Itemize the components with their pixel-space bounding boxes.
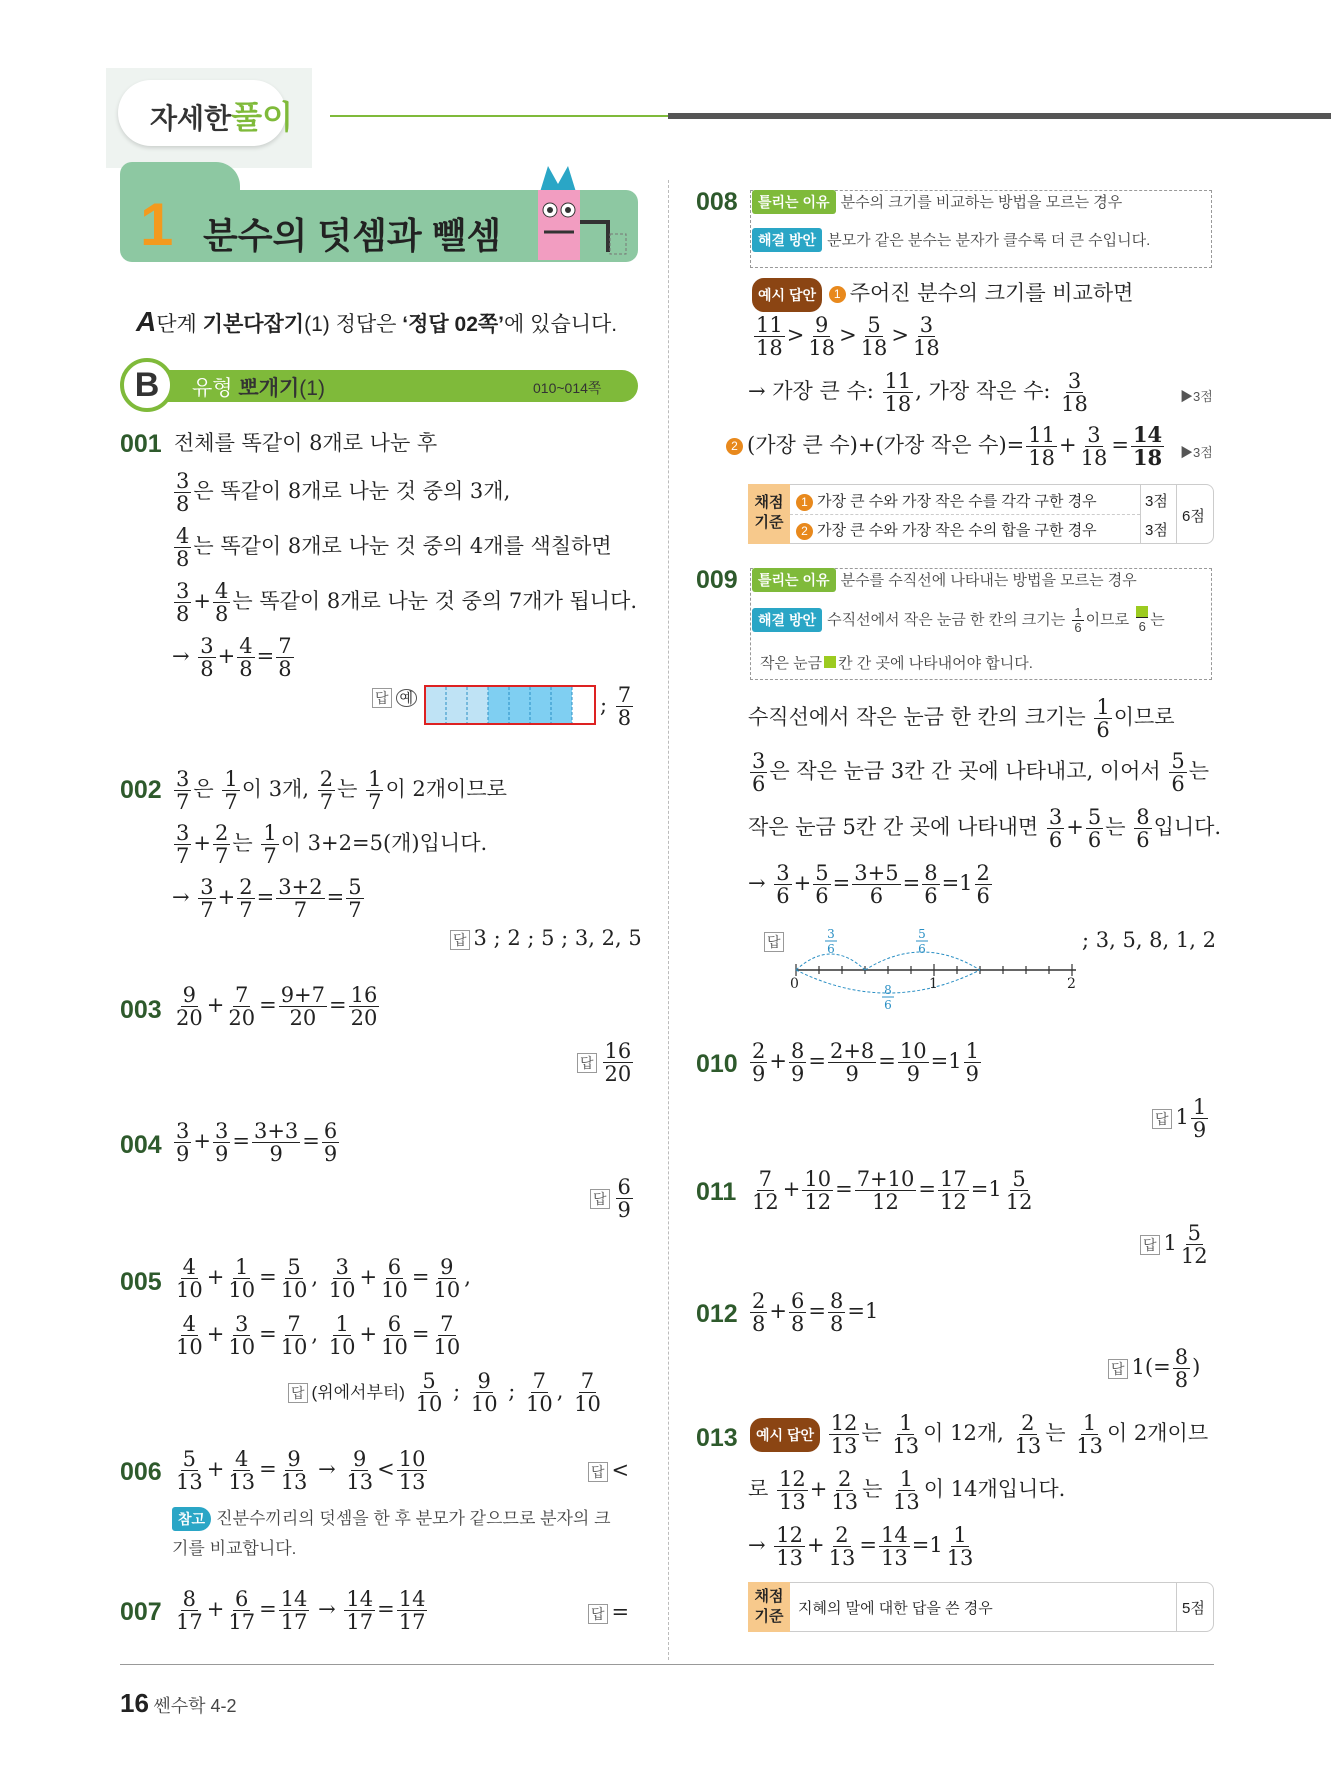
svg-text:8: 8 [884,983,892,997]
footer-rule [120,1664,1214,1665]
p005-eq2: $\frac{4}{10}$ + $\frac{3}{10}$ = $\frac{7}{10}$ , $\frac{1}{10}$ + $\frac{6}{10}$ = $\frac{7}{10}$ [176,1312,461,1360]
p013-line1: 예시 답안 $\frac{12}{13}$ 는 $\frac{1}{13}$ 이 12개, $\frac{2}{13}$ 는 $\frac{1}{13}$ 이 2개이므 [750,1412,1208,1457]
header-rule-dark [668,113,1331,119]
p002-line1: $\frac{3}{7}$ 은 $\frac{1}{7}$ 이 3개, $\frac{2}{7}$ 는 $\frac{1}{7}$ 이 2개이므로 [176,767,507,815]
book-title: 쎈수학 4-2 [153,1696,237,1716]
chapter-ear [120,162,240,202]
p006-eq: $\frac{5}{13}$ + $\frac{4}{13}$ = $\frac{9}{13}$ → $\frac{9}{13}$ < $\frac{10}{13}$ [176,1447,426,1495]
svg-text:6: 6 [884,998,892,1012]
p005-eq1: $\frac{4}{10}$ + $\frac{1}{10}$ = $\frac{5}{10}$ , $\frac{3}{10}$ + $\frac{6}{10}$ = $\frac{9}{10}$ , [176,1255,471,1303]
p013-c1-points: 5점 [1182,1600,1205,1617]
p001-line2: $\frac{3}{8}$ 은 똑같이 8개로 나눈 것 중의 3개, [176,469,511,517]
problem-number: 013 [696,1424,738,1452]
p008-total: 6점 [1182,508,1205,525]
p008-criterion1: 1 가장 큰 수와 가장 작은 수를 각각 구한 경우 [796,490,1097,511]
column-divider [668,180,669,1660]
svg-text:6: 6 [827,942,835,956]
p009-line3: 작은 눈금 5칸 간 곳에 나타내면 $\frac{3}{6}$ + $\frac{5}{6}$ 는 $\frac{8}{6}$ 입니다. [748,805,1222,853]
problem-number: 002 [120,776,162,804]
problem-number: 009 [696,566,738,594]
p001-answer: 답 예 [372,684,417,708]
p006-answer: 답 < [588,1458,629,1482]
p009-number-line [786,926,1086,1012]
p008-points1: ▶3점 [1180,389,1213,404]
p008-criterion2: 2 가장 큰 수와 가장 작은 수의 합을 구한 경우 [796,519,1097,540]
number-line-label: 2 [1067,976,1076,992]
p009-solution: 해결 방안 수직선에서 작은 눈금 한 칸의 크기는 $\frac{1}{6}$ 이므로 6 는 [752,606,1165,634]
p001-line4: $\frac{3}{8}$ + $\frac{4}{8}$ 는 똑같이 8개로 나눈 것 중의 7개가 됩니다. [176,579,638,627]
problem-number: 008 [696,188,738,216]
p002-answer: 답 3 ; 2 ; 5 ; 3, 2, 5 [450,926,642,950]
p001-line3: $\frac{4}{8}$ 는 똑같이 8개로 나눈 것 중의 4개를 색칠하면 [176,524,612,572]
p011-eq: $\frac{7}{12}$ + $\frac{10}{12}$ = $\frac{7+10}{12}$ = $\frac{17}{12}$ =1 $\frac{5}{12}$ [752,1167,1033,1215]
problem-number: 004 [120,1131,162,1159]
p009-solution2: 작은 눈금 칸 간 곳에 나타내어야 합니다. [760,655,1033,672]
number-line-label: 1 [929,976,938,992]
svg-text:3: 3 [827,927,835,941]
step-b-circle: B [120,358,174,412]
svg-text:5: 5 [918,927,926,941]
p009-answer: ; 3, 5, 8, 1, 2 [1082,928,1216,952]
problem-number: 012 [696,1300,738,1328]
p001-bar-diagram [424,685,596,725]
step-a-line: A단계 기본다잡기(1) 정답은 ‘정답 02쪽’에 있습니다. [136,306,618,337]
p006-note: 참고 진분수끼리의 덧셈을 한 후 분모가 같으므로 분자의 크 [172,1504,611,1531]
p008-bigsmall: → 가장 큰 수: $\frac{11}{18}$ , 가장 작은 수: $\frac{3}{18}$ [748,369,1088,417]
criteria-vline [1176,484,1177,544]
p012-eq: $\frac{2}{8}$ + $\frac{6}{8}$ = $\frac{8}{8}$ =1 [752,1289,879,1337]
p008-c2-points: 3점 [1145,522,1168,539]
p009-line2: $\frac{3}{6}$ 은 작은 눈금 3칸 간 곳에 나타내고, 이어서 $\frac{5}{6}$ 는 [752,749,1210,797]
p008-step2: 2 (가장 큰 수)+(가장 작은 수)= $\frac{11}{18}$ + $\frac{3}{18}$ = $\frac{14}{18}$ [726,424,1166,469]
p006-note2: 기를 비교합니다. [172,1539,297,1558]
p002-line2: $\frac{3}{7}$ + $\frac{2}{7}$ 는 $\frac{1}{7}$ 이 3+2=5(개)입니다. [176,821,488,869]
problem-number: 007 [120,1598,162,1626]
step-b-title: 유형 뽀개기(1) [192,377,325,400]
p003-eq: $\frac{9}{20}$ + $\frac{7}{20}$ = $\frac{9+7}{20}$ = $\frac{16}{20}$ [176,983,378,1031]
p001-answer-frac: ; $\frac{7}{8}$ [600,683,632,731]
problem-number: 011 [696,1178,737,1206]
p011-answer: 답 1 $\frac{5}{12}$ [1140,1222,1212,1267]
criteria-divider [790,514,1140,515]
p008-solution: 해결 방안 분모가 같은 분수는 분자가 클수록 더 큰 수입니다. [752,228,1150,252]
criteria-tag: 채점 기준 [748,1582,790,1632]
chapter-title: 분수의 덧셈과 뺄셈 [203,215,502,256]
mascot-icon [528,162,638,267]
problem-number: 010 [696,1050,738,1078]
p013-line2: 로 $\frac{12}{13}$ + $\frac{2}{13}$ 는 $\frac{1}{13}$ 이 14개입니다. [748,1467,1066,1515]
number-line-label: 0 [790,976,799,992]
p008-points2: ▶3점 [1180,445,1213,460]
step-b-range: 010~014쪽 [533,380,602,396]
p004-eq: $\frac{3}{9}$ + $\frac{3}{9}$ = $\frac{3+3}{9}$ = $\frac{6}{9}$ [176,1119,338,1167]
p008-c1-points: 3점 [1145,493,1168,510]
p008-step1: 예시 답안 1 주어진 분수의 크기를 비교하면 [752,278,1133,312]
p009-line1: 수직선에서 작은 눈금 한 칸의 크기는 $\frac{1}{6}$ 이므로 [748,695,1175,743]
p012-answer: 답 1(= $\frac{8}{8}$ ) [1108,1346,1200,1391]
p013-eq: → $\frac{12}{13}$ + $\frac{2}{13}$ = $\frac{14}{13}$ =1 $\frac{1}{13}$ [748,1523,974,1571]
chapter-number: 1 [140,191,174,258]
p001-eq: → $\frac{3}{8}$ + $\frac{4}{8}$ = $\frac{7}{8}$ [172,634,292,682]
p001-line1: 전체를 똑같이 8개로 나눈 후 [174,431,438,455]
p009-eq: → $\frac{3}{6}$ + $\frac{5}{6}$ = $\frac{3+5}{6}$ = $\frac{8}{6}$ =1 $\frac{2}{6}$ [748,861,990,909]
p010-answer: 답 1 $\frac{1}{9}$ [1152,1096,1210,1141]
p003-answer: 답 $\frac{16}{20}$ [577,1040,635,1085]
p009-answer-label: 답 [764,928,788,952]
problem-number: 003 [120,996,162,1024]
problem-number: 001 [120,430,162,458]
problem-number: 005 [120,1268,162,1296]
p013-criterion1: 지혜의 말에 대한 답을 쓴 경우 [798,1600,993,1617]
p005-answer: 답 (위에서부터) $\frac{5}{10}$ ; $\frac{9}{10}$ ; $\frac{7}{10}$ , $\frac{7}{10}$ [288,1370,605,1415]
logo-text: 자세한풀이 [150,99,293,135]
footer [120,1688,237,1719]
note-tag: 참고 [172,1507,211,1531]
p010-eq: $\frac{2}{9}$ + $\frac{8}{9}$ = $\frac{2+8}{9}$ = $\frac{10}{9}$ =1 $\frac{1}{9}$ [752,1039,979,1087]
p009-reason: 틀리는 이유 분수를 수직선에 나타내는 방법을 모르는 경우 [752,568,1137,592]
p007-eq: $\frac{8}{17}$ + $\frac{6}{17}$ = $\frac{14}{17}$ → $\frac{14}{17}$ = $\frac{14}{17}$ [176,1587,426,1635]
criteria-vline [1176,1582,1177,1632]
criteria-vline [1140,484,1141,544]
page-number: 16 [120,1688,149,1718]
problem-number: 006 [120,1458,162,1486]
p008-compare: $\frac{11}{18}$ > $\frac{9}{18}$ > $\frac{5}{18}$ > $\frac{3}{18}$ [756,313,940,361]
p007-answer: 답 = [588,1600,629,1624]
svg-text:6: 6 [918,942,926,956]
p002-eq: → $\frac{3}{7}$ + $\frac{2}{7}$ = $\frac{3+2}{7}$ = $\frac{5}{7}$ [172,875,362,923]
p004-answer: 답 $\frac{6}{9}$ [590,1176,635,1221]
criteria-tag: 채점 기준 [748,484,790,544]
p008-reason: 틀리는 이유 분수의 크기를 비교하는 방법을 모르는 경우 [752,190,1122,214]
